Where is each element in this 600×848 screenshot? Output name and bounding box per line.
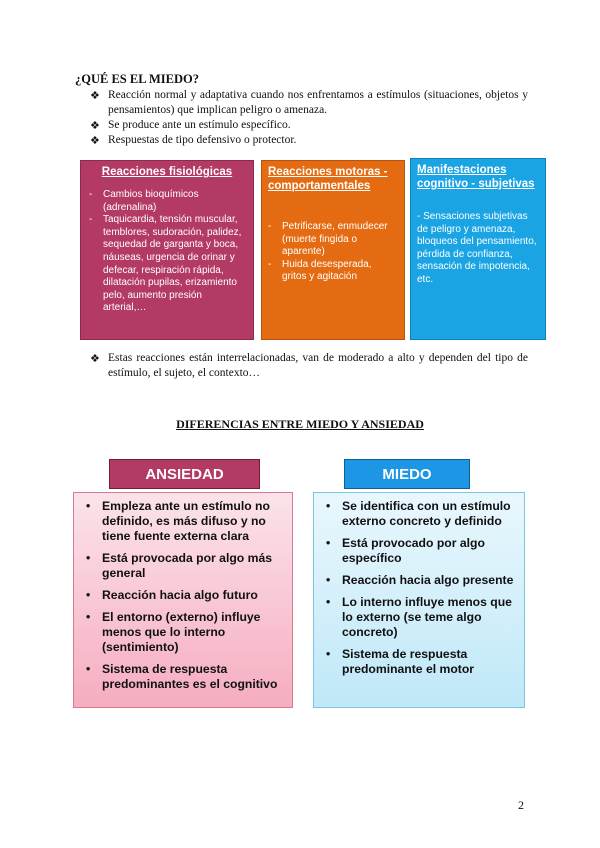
diamond-bullet-icon: ❖ [90, 89, 100, 102]
box-title: Reacciones motoras - comportamentales [268, 166, 388, 192]
diamond-bullet-icon: ❖ [90, 352, 100, 365]
list-item: • Sistema de respuesta predominantes es el cognitivo [86, 662, 278, 691]
list-item: • Está provocada por algo más general [86, 551, 273, 580]
box-reacciones-motoras [261, 160, 405, 340]
box-list [89, 189, 245, 315]
box-item: - Huida desesperada, gritos y agitación [268, 258, 372, 283]
miedo-box [313, 492, 525, 708]
miedo-list [322, 499, 518, 677]
diamond-bullet-icon: ❖ [90, 119, 100, 132]
list-item: • El entorno (externo) influye menos que lo interno (sentimiento) [86, 610, 261, 654]
diamond-bullet-icon: ❖ [90, 134, 100, 147]
section-title-que-es-el-miedo: ¿QUÉ ES EL MIEDO? [75, 72, 199, 86]
list-item: • Está provocado por algo específico [326, 536, 485, 565]
box-list [268, 221, 398, 284]
box-item: - Petrificarse, enmudecer (muerte fingida o aparente) [268, 221, 388, 258]
box-manifestaciones-cognitivas [410, 158, 546, 340]
box-item: - Cambios bioquímicos (adrenalina) [89, 189, 199, 213]
list-item: • Sistema de respuesta predominante el motor [326, 647, 475, 676]
list-item: • Lo interno influye menos que lo externo (se teme algo concreto) [326, 595, 512, 639]
ansiedad-header: ANSIEDAD [109, 459, 260, 489]
box-reacciones-fisiologicas [80, 160, 254, 340]
definition-bullets [88, 88, 528, 148]
bullet-item: ❖ Se produce ante un estímulo específico. [90, 119, 291, 132]
bullet-item: ❖ Reacción normal y adaptativa cuando nos enfrentamos a estímulos (situaciones, objetos y pensamientos) que implican peligro o amenaza. [90, 89, 528, 116]
box-title: Manifestaciones cognitivo - subjetivas [417, 164, 535, 190]
list-item: • Empleza ante un estímulo no definido, es más difuso y no tiene fuente externa clara [86, 499, 270, 543]
section-title-diferencias: DIFERENCIAS ENTRE MIEDO Y ANSIEDAD [176, 417, 424, 431]
page-number: 2 [518, 798, 524, 812]
ansiedad-box [73, 492, 293, 708]
box-item: - Taquicardia, tensión muscular, temblores, sudoración, palidez, sequedad de garganta y boca, náuseas, urgencia de orinar y defecar, respiración rápida, dilatación pupilas, erizamiento pelo, aumento presión arterial,… [89, 214, 242, 314]
miedo-header: MIEDO [344, 459, 470, 489]
bullet-item: ❖ Estas reacciones están interrelacionadas, van de moderado a alto y dependen del tipo de estímulo, el sujeto, el contexto… [90, 352, 528, 379]
box-title: Reacciones fisiológicas [101, 166, 233, 178]
box-text: - Sensaciones subjetivas de peligro y amenaza, bloqueos del pensamiento, pérdida de confianza, sensación de impotencia, etc. [417, 211, 537, 285]
list-item: • Se identifica con un estímulo externo concreto y definido [326, 499, 511, 528]
list-item: • Reacción hacia algo futuro [86, 588, 258, 602]
ansiedad-list [82, 499, 286, 692]
list-item: • Reacción hacia algo presente [326, 573, 514, 587]
interrelation-bullet [88, 351, 528, 381]
bullet-item: ❖ Respuestas de tipo defensivo o protector. [90, 134, 297, 147]
